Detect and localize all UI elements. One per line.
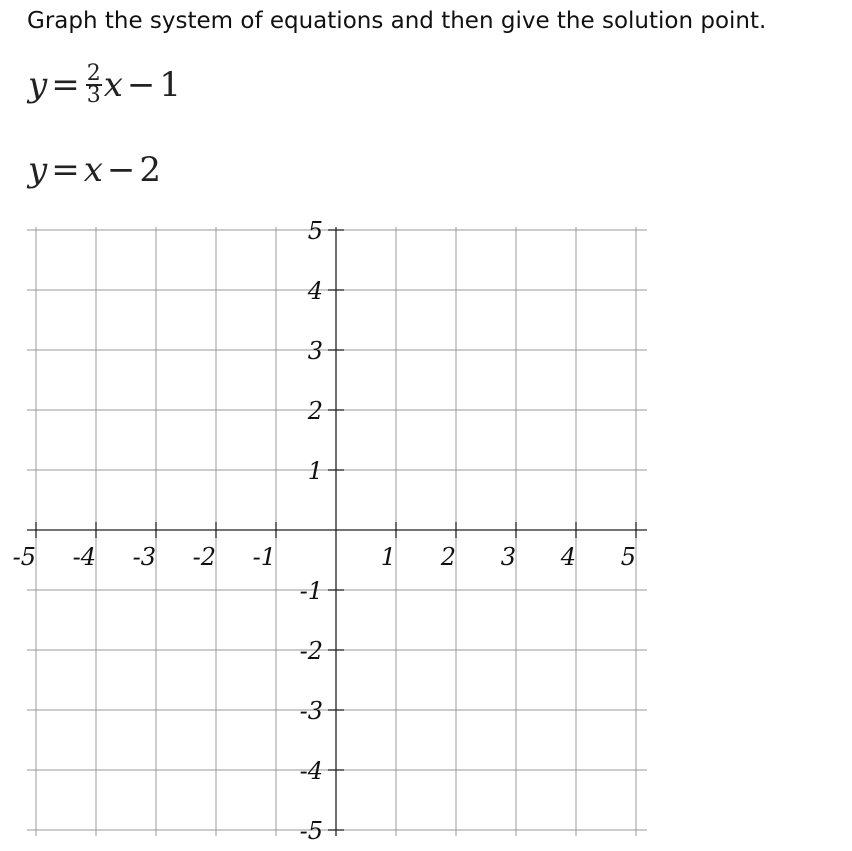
x-tick-label: -1 <box>252 543 276 571</box>
eq2-variable: x <box>83 150 103 190</box>
x-tick-label: 1 <box>380 543 396 571</box>
y-tick-label: -1 <box>299 577 323 605</box>
equation-1 <box>28 61 182 108</box>
eq1-denominator: 3 <box>86 83 101 108</box>
equation-2 <box>28 150 161 190</box>
x-tick-label: 4 <box>560 543 576 571</box>
x-tick-label: -2 <box>192 543 216 571</box>
eq1-minus: − <box>126 65 156 105</box>
x-tick-label: 5 <box>620 543 636 571</box>
y-tick-label: 3 <box>307 337 323 365</box>
x-tick-label: 2 <box>440 543 456 571</box>
y-tick-label: -5 <box>299 817 323 845</box>
coordinate-graph[interactable] <box>0 200 852 851</box>
y-tick-label: -3 <box>299 697 323 725</box>
eq1-lhs: y <box>28 65 48 105</box>
x-tick-label: -3 <box>132 543 156 571</box>
eq2-minus: − <box>106 150 136 190</box>
x-tick-label: 3 <box>500 543 516 571</box>
eq2-lhs: y <box>28 150 48 190</box>
y-tick-label: 5 <box>307 217 323 245</box>
eq1-constant: 1 <box>159 65 182 105</box>
eq1-numerator: 2 <box>86 61 101 86</box>
eq1-fraction <box>86 61 102 108</box>
eq1-variable: x <box>103 65 123 105</box>
y-tick-label: 2 <box>307 397 323 425</box>
y-tick-label: -2 <box>299 637 323 665</box>
x-tick-label: -4 <box>72 543 96 571</box>
y-tick-label: -4 <box>299 757 323 785</box>
eq1-equals: = <box>51 65 80 105</box>
y-tick-label: 1 <box>307 457 323 485</box>
instruction-text: Graph the system of equations and then give the solution point. <box>27 8 767 34</box>
eq2-constant: 2 <box>139 150 162 190</box>
y-tick-label: 4 <box>307 277 323 305</box>
x-tick-label: -5 <box>12 543 36 571</box>
eq2-equals: = <box>51 150 80 190</box>
